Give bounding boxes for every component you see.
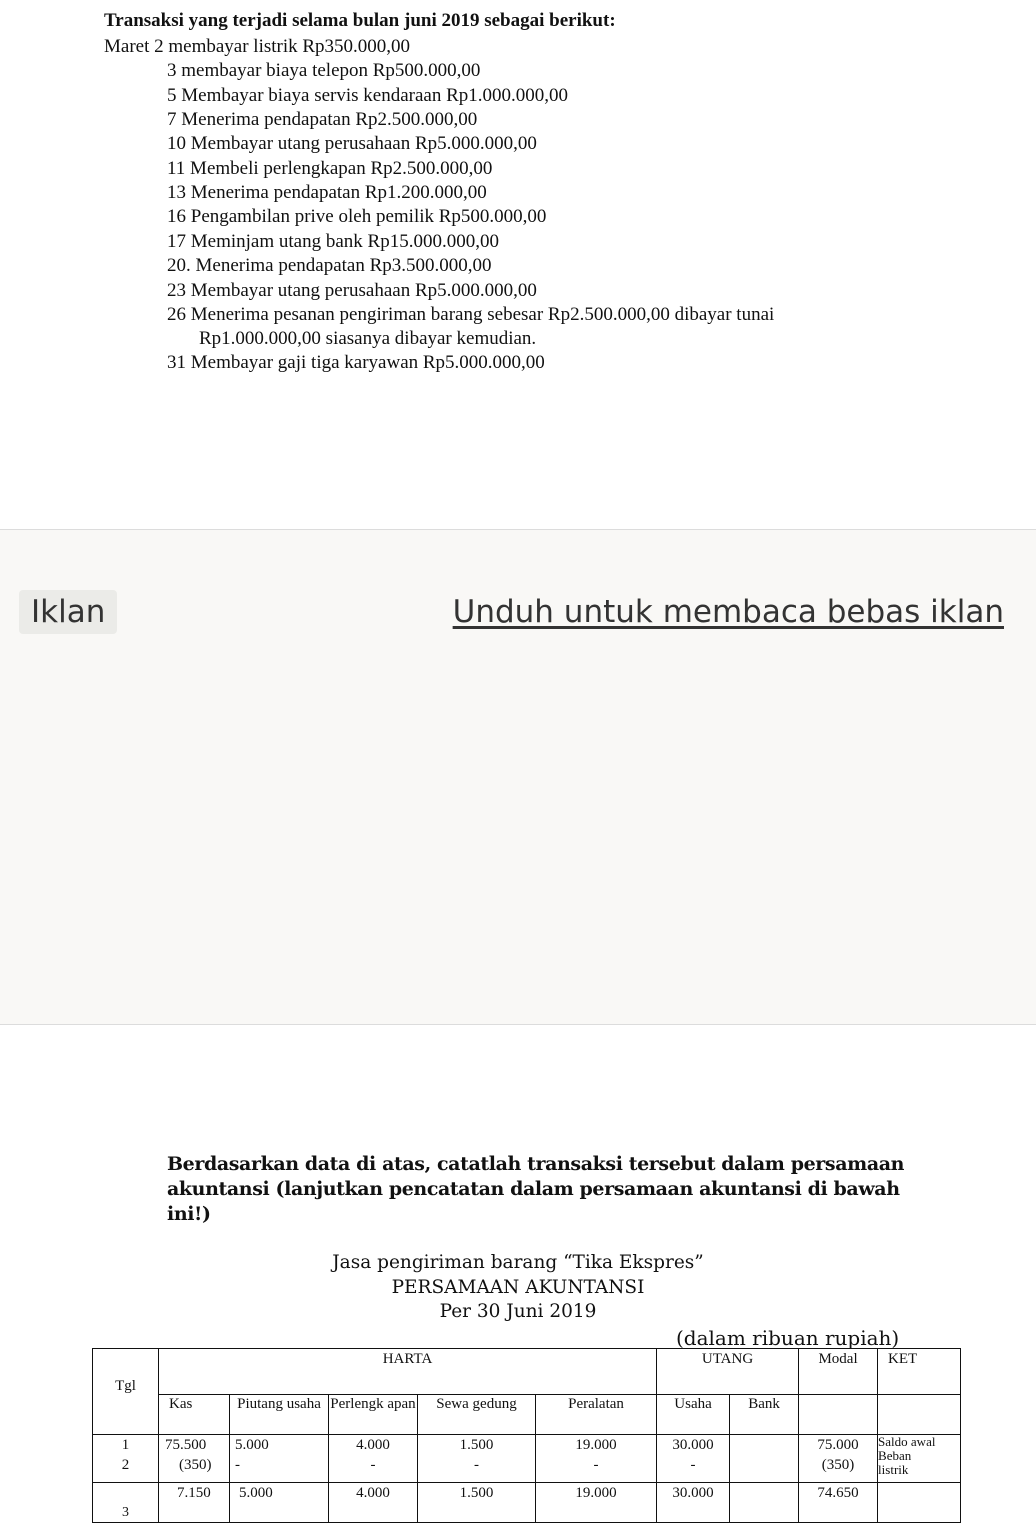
subheader-modal-empty: [799, 1395, 878, 1435]
cell-value: 1.500: [459, 1437, 494, 1453]
subheader-piutang: Piutang usaha: [230, 1395, 329, 1435]
transaction-list-section: [0, 0, 1036, 530]
transaction-line: 26 Menerima pesanan pengiriman barang sebesar Rp2.500.000,00 dibayar tunai: [167, 304, 775, 325]
ad-free-download-link[interactable]: Unduh untuk membaca bebas iklan: [452, 594, 1004, 630]
cell-value: 5.000: [235, 1437, 269, 1453]
subheader-ket-empty: [878, 1395, 961, 1435]
cell-utang-bank: [730, 1483, 799, 1523]
cell-value: Saldo awal: [878, 1434, 936, 1449]
document-heading: Transaksi yang terjadi selama bulan juni 2019 sebagai berikut:: [104, 10, 616, 31]
cell-value: -: [370, 1457, 376, 1473]
cell-piutang: 5.000: [230, 1483, 329, 1523]
cell-utang-usaha: 30.000: [657, 1483, 730, 1523]
header-utang: UTANG: [657, 1349, 799, 1395]
cell-value: -: [235, 1457, 240, 1473]
cell-value: 2: [121, 1457, 130, 1473]
header-tgl: Tgl: [93, 1349, 159, 1435]
company-name: Jasa pengiriman barang “Tika Ekspres”: [332, 1252, 704, 1273]
transaction-line: 16 Pengambilan prive oleh pemilik Rp500.000,00: [167, 206, 547, 227]
cell-value: (350): [821, 1457, 855, 1473]
report-period: Per 30 Juni 2019: [439, 1301, 597, 1322]
cell-value: -: [593, 1457, 599, 1473]
cell-value: (350): [179, 1457, 212, 1473]
transaction-line: 5 Membayar biaya servis kendaraan Rp1.000.000,00: [167, 85, 569, 106]
subheader-kas: Kas: [159, 1395, 230, 1435]
cell-utang-usaha: [657, 1435, 730, 1483]
cell-kas: [159, 1435, 230, 1483]
cell-value: -: [690, 1457, 696, 1473]
transaction-line: 23 Membayar utang perusahaan Rp5.000.000,00: [167, 280, 537, 301]
unit-note: (dalam ribuan rupiah): [676, 1326, 900, 1350]
cell-value: 1: [121, 1437, 130, 1453]
table-subheader-row: [93, 1395, 961, 1435]
transaction-line-continued: Rp1.000.000,00 siasanya dibayar kemudian.: [199, 328, 537, 349]
header-modal: Modal: [799, 1349, 878, 1395]
table-row: [93, 1435, 961, 1483]
transaction-line: 20. Menerima pendapatan Rp3.500.000,00: [167, 255, 492, 276]
cell-tgl: [93, 1435, 159, 1483]
transaction-line: 31 Membayar gaji tiga karyawan Rp5.000.000,00: [167, 352, 545, 373]
ad-banner: [0, 529, 1036, 1025]
subheader-perlengkapan: Perlengk apan: [329, 1395, 418, 1435]
cell-ket: [878, 1483, 961, 1523]
subheader-utang-usaha: Usaha: [657, 1395, 730, 1435]
transaction-line: 13 Menerima pendapatan Rp1.200.000,00: [167, 182, 487, 203]
report-title: PERSAMAAN AKUNTANSI: [391, 1276, 645, 1298]
subheader-sewa-gedung: Sewa gedung: [418, 1395, 536, 1435]
transaction-line: 3 membayar biaya telepon Rp500.000,00: [167, 60, 481, 81]
cell-value: 75.500: [165, 1437, 207, 1453]
cell-kas: 7.150: [159, 1483, 230, 1523]
cell-sewa-gedung: 1.500: [418, 1483, 536, 1523]
cell-value: 75.000: [817, 1437, 859, 1453]
ad-badge: Iklan: [19, 590, 117, 634]
cell-perlengkapan: 4.000: [329, 1483, 418, 1523]
report-titles: [0, 1251, 1036, 1325]
transaction-line: 17 Meminjam utang bank Rp15.000.000,00: [167, 231, 499, 252]
cell-ket: [878, 1435, 961, 1483]
cell-peralatan: 19.000: [536, 1483, 657, 1523]
cell-value: 4.000: [356, 1437, 390, 1453]
header-ket: KET: [878, 1349, 961, 1395]
cell-value: -: [474, 1457, 479, 1473]
cell-value: Beban listrik: [878, 1448, 912, 1477]
cell-value: 19.000: [575, 1437, 617, 1453]
cell-modal: 74.650: [799, 1483, 878, 1523]
table-row: [93, 1483, 961, 1523]
header-harta: HARTA: [159, 1349, 657, 1395]
table-header-row: [93, 1349, 961, 1395]
cell-peralatan: [536, 1435, 657, 1483]
cell-sewa-gedung: [418, 1435, 536, 1483]
cell-modal: [799, 1435, 878, 1483]
cell-perlengkapan: [329, 1435, 418, 1483]
cell-value: 30.000: [672, 1437, 714, 1453]
cell-utang-bank: [730, 1435, 799, 1483]
transaction-line: 11 Membeli perlengkapan Rp2.500.000,00: [167, 158, 493, 179]
transaction-line: Maret 2 membayar listrik Rp350.000,00: [104, 36, 411, 57]
subheader-utang-bank: Bank: [730, 1395, 799, 1435]
subheader-peralatan: Peralatan: [536, 1395, 657, 1435]
cell-piutang: [230, 1435, 329, 1483]
accounting-equation-table: [92, 1348, 961, 1523]
cell-tgl: 3: [93, 1483, 159, 1523]
instruction-text: Berdasarkan data di atas, catatlah transaksi tersebut dalam persamaan akuntansi (lanjutkan pencatatan dalam persamaan akuntansi di bawah ini!): [167, 1153, 905, 1225]
transaction-line: 7 Menerima pendapatan Rp2.500.000,00: [167, 109, 478, 130]
transaction-line: 10 Membayar utang perusahaan Rp5.000.000,00: [167, 133, 537, 154]
